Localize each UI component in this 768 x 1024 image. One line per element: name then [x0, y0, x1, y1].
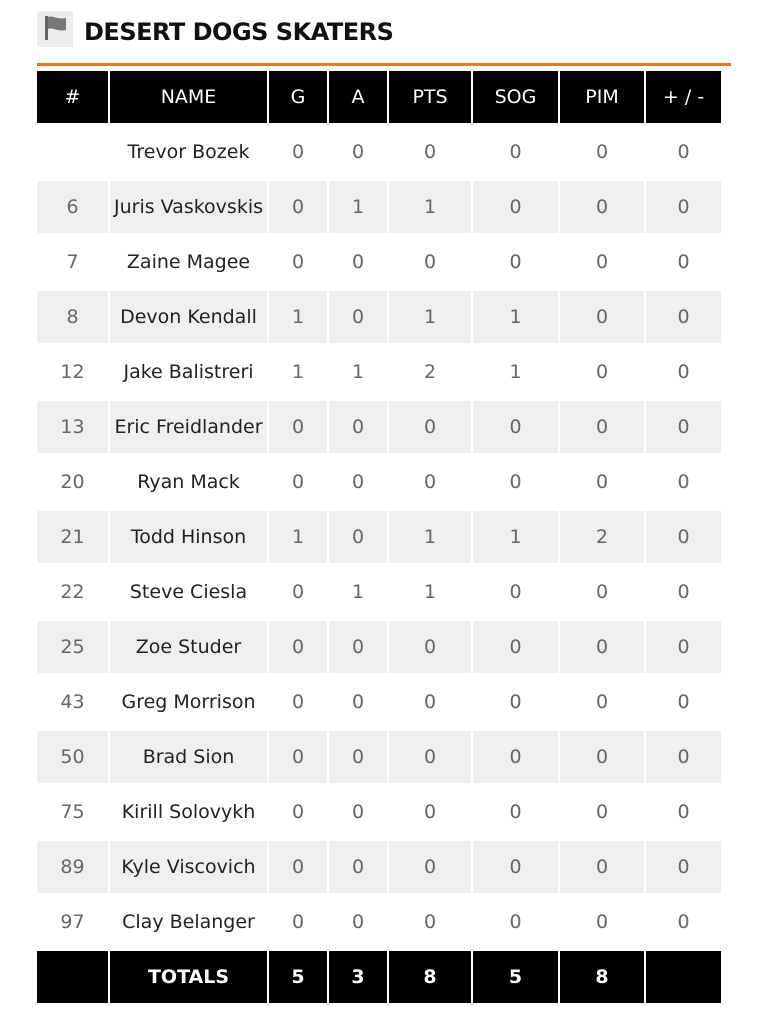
player-name[interactable]: Devon Kendall	[110, 291, 267, 343]
column-header-penalty-minutes[interactable]: PIM	[560, 71, 644, 123]
table-row	[37, 731, 721, 783]
player-assists: 0	[329, 621, 387, 673]
player-assists: 0	[329, 731, 387, 783]
player-number: 20	[37, 456, 108, 508]
player-plus-minus: 0	[646, 456, 721, 508]
player-name[interactable]: Kyle Viscovich	[110, 841, 267, 893]
player-penalty-minutes: 2	[560, 511, 644, 563]
player-number: 75	[37, 786, 108, 838]
totals-assists: 3	[329, 951, 387, 1003]
player-assists: 0	[329, 236, 387, 288]
player-assists: 0	[329, 456, 387, 508]
player-assists: 0	[329, 291, 387, 343]
table-row	[37, 511, 721, 563]
player-shots-on-goal: 0	[473, 896, 558, 948]
player-points: 0	[389, 401, 471, 453]
player-points: 0	[389, 676, 471, 728]
player-goals: 0	[269, 566, 327, 618]
player-plus-minus: 0	[646, 566, 721, 618]
table-row	[37, 456, 721, 508]
player-assists: 0	[329, 401, 387, 453]
page-header	[37, 10, 731, 60]
player-goals: 1	[269, 511, 327, 563]
player-number: 8	[37, 291, 108, 343]
player-penalty-minutes: 0	[560, 841, 644, 893]
player-penalty-minutes: 0	[560, 236, 644, 288]
totals-points: 8	[389, 951, 471, 1003]
player-points: 0	[389, 126, 471, 178]
player-assists: 0	[329, 841, 387, 893]
player-plus-minus: 0	[646, 401, 721, 453]
player-penalty-minutes: 0	[560, 676, 644, 728]
player-plus-minus: 0	[646, 236, 721, 288]
player-plus-minus: 0	[646, 841, 721, 893]
player-plus-minus: 0	[646, 511, 721, 563]
column-header-assists[interactable]: A	[329, 71, 387, 123]
player-assists: 0	[329, 676, 387, 728]
column-header-number[interactable]: #	[37, 71, 108, 123]
player-assists: 1	[329, 346, 387, 398]
player-name[interactable]: Kirill Solovykh	[110, 786, 267, 838]
player-shots-on-goal: 1	[473, 346, 558, 398]
table-row	[37, 236, 721, 288]
player-name[interactable]: Zaine Magee	[110, 236, 267, 288]
player-plus-minus: 0	[646, 346, 721, 398]
player-goals: 0	[269, 181, 327, 233]
column-header-points[interactable]: PTS	[389, 71, 471, 123]
player-goals: 0	[269, 896, 327, 948]
table-row	[37, 621, 721, 673]
column-header-goals[interactable]: G	[269, 71, 327, 123]
player-shots-on-goal: 0	[473, 456, 558, 508]
player-assists: 0	[329, 511, 387, 563]
player-assists: 0	[329, 786, 387, 838]
player-goals: 1	[269, 346, 327, 398]
player-goals: 0	[269, 676, 327, 728]
table-row	[37, 346, 721, 398]
totals-plus-minus	[646, 951, 721, 1003]
player-shots-on-goal: 0	[473, 236, 558, 288]
player-shots-on-goal: 1	[473, 291, 558, 343]
player-points: 1	[389, 181, 471, 233]
player-penalty-minutes: 0	[560, 401, 644, 453]
player-number: 25	[37, 621, 108, 673]
player-name[interactable]: Jake Balistreri	[110, 346, 267, 398]
player-shots-on-goal: 0	[473, 786, 558, 838]
player-shots-on-goal: 1	[473, 511, 558, 563]
player-penalty-minutes: 0	[560, 731, 644, 783]
player-goals: 0	[269, 401, 327, 453]
player-name[interactable]: Brad Sion	[110, 731, 267, 783]
player-plus-minus: 0	[646, 896, 721, 948]
totals-row	[37, 951, 721, 1003]
table-row	[37, 126, 721, 178]
page-title: DESERT DOGS SKATERS	[84, 18, 394, 46]
player-points: 1	[389, 511, 471, 563]
table-row	[37, 181, 721, 233]
column-header-shots-on-goal[interactable]: SOG	[473, 71, 558, 123]
player-points: 1	[389, 291, 471, 343]
player-number: 50	[37, 731, 108, 783]
player-name[interactable]: Eric Freidlander	[110, 401, 267, 453]
player-goals: 0	[269, 841, 327, 893]
table-row	[37, 786, 721, 838]
player-name[interactable]: Steve Ciesla	[110, 566, 267, 618]
player-penalty-minutes: 0	[560, 291, 644, 343]
player-points: 0	[389, 896, 471, 948]
player-name[interactable]: Todd Hinson	[110, 511, 267, 563]
player-penalty-minutes: 0	[560, 896, 644, 948]
player-penalty-minutes: 0	[560, 786, 644, 838]
player-name[interactable]: Juris Vaskovskis	[110, 181, 267, 233]
player-shots-on-goal: 0	[473, 676, 558, 728]
player-name[interactable]: Clay Belanger	[110, 896, 267, 948]
player-number: 97	[37, 896, 108, 948]
player-goals: 0	[269, 456, 327, 508]
player-plus-minus: 0	[646, 291, 721, 343]
table-row	[37, 676, 721, 728]
player-shots-on-goal: 0	[473, 401, 558, 453]
table-row	[37, 401, 721, 453]
player-points: 1	[389, 566, 471, 618]
flag-icon	[37, 11, 73, 47]
player-plus-minus: 0	[646, 126, 721, 178]
player-goals: 0	[269, 621, 327, 673]
player-name[interactable]: Ryan Mack	[110, 456, 267, 508]
header-divider	[37, 63, 731, 66]
player-assists: 0	[329, 126, 387, 178]
player-plus-minus: 0	[646, 786, 721, 838]
player-plus-minus: 0	[646, 676, 721, 728]
totals-goals: 5	[269, 951, 327, 1003]
player-number: 89	[37, 841, 108, 893]
player-goals: 0	[269, 731, 327, 783]
player-number	[37, 126, 108, 178]
player-penalty-minutes: 0	[560, 346, 644, 398]
player-number: 7	[37, 236, 108, 288]
player-assists: 1	[329, 181, 387, 233]
player-penalty-minutes: 0	[560, 126, 644, 178]
player-penalty-minutes: 0	[560, 621, 644, 673]
totals-penalty-minutes: 8	[560, 951, 644, 1003]
player-number: 21	[37, 511, 108, 563]
player-points: 0	[389, 621, 471, 673]
player-points: 2	[389, 346, 471, 398]
player-shots-on-goal: 0	[473, 621, 558, 673]
table-row	[37, 566, 721, 618]
column-header-plus-minus[interactable]: + / -	[646, 71, 721, 123]
player-shots-on-goal: 0	[473, 181, 558, 233]
player-points: 0	[389, 841, 471, 893]
player-number: 12	[37, 346, 108, 398]
player-goals: 1	[269, 291, 327, 343]
player-penalty-minutes: 0	[560, 456, 644, 508]
table-header-row	[37, 71, 721, 123]
player-points: 0	[389, 456, 471, 508]
player-points: 0	[389, 786, 471, 838]
skaters-stats-table	[35, 68, 723, 1006]
player-name[interactable]: Greg Morrison	[110, 676, 267, 728]
player-number: 22	[37, 566, 108, 618]
column-header-name[interactable]: NAME	[110, 71, 267, 123]
player-number: 6	[37, 181, 108, 233]
player-points: 0	[389, 731, 471, 783]
player-shots-on-goal: 0	[473, 566, 558, 618]
player-plus-minus: 0	[646, 621, 721, 673]
player-assists: 1	[329, 566, 387, 618]
table-row	[37, 841, 721, 893]
player-goals: 0	[269, 786, 327, 838]
totals-shots-on-goal: 5	[473, 951, 558, 1003]
table-row	[37, 291, 721, 343]
player-goals: 0	[269, 236, 327, 288]
totals-number	[37, 951, 108, 1003]
player-number: 13	[37, 401, 108, 453]
player-goals: 0	[269, 126, 327, 178]
player-points: 0	[389, 236, 471, 288]
player-penalty-minutes: 0	[560, 566, 644, 618]
player-plus-minus: 0	[646, 731, 721, 783]
player-shots-on-goal: 0	[473, 731, 558, 783]
player-name[interactable]: Zoe Studer	[110, 621, 267, 673]
player-shots-on-goal: 0	[473, 841, 558, 893]
player-number: 43	[37, 676, 108, 728]
totals-label: TOTALS	[110, 951, 267, 1003]
table-row	[37, 896, 721, 948]
player-name[interactable]: Trevor Bozek	[110, 126, 267, 178]
player-assists: 0	[329, 896, 387, 948]
player-shots-on-goal: 0	[473, 126, 558, 178]
player-penalty-minutes: 0	[560, 181, 644, 233]
player-plus-minus: 0	[646, 181, 721, 233]
